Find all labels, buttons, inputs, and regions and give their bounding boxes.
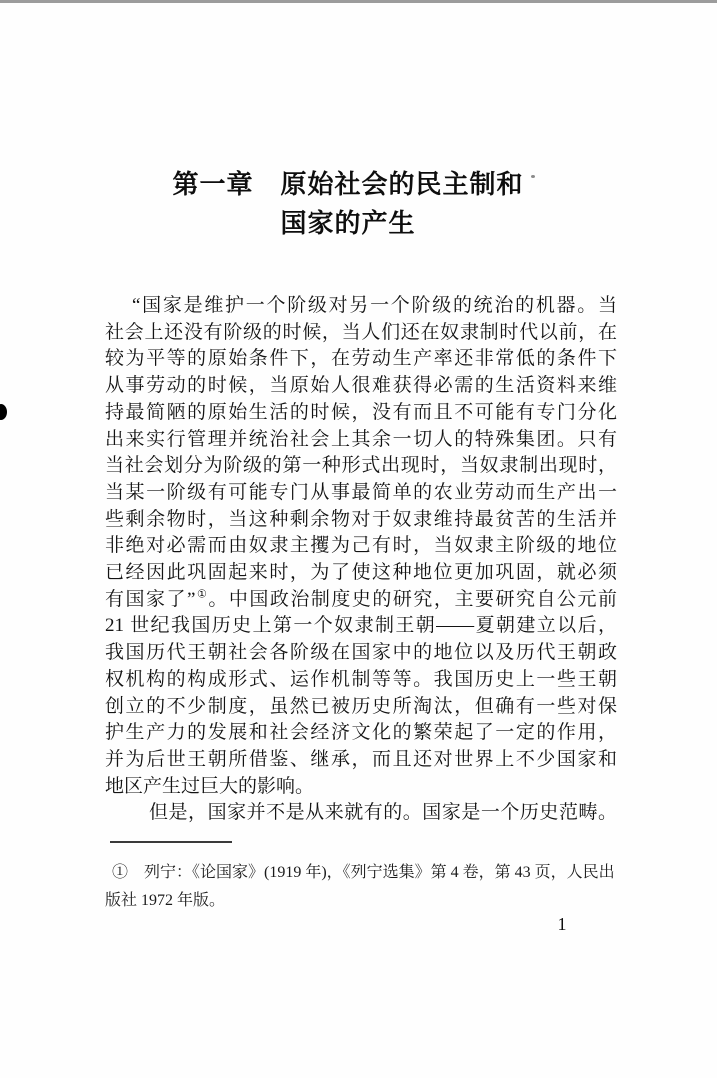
- body-text-line: 但是，国家并不是从来就有的。国家是一个历史范畴。: [149, 802, 617, 824]
- body-text-line: 非绝对必需而由奴隶主攫为己有时，当奴隶主阶级的地位: [105, 535, 617, 557]
- body-text-line: 当某一阶级有可能专门从事最简单的农业劳动而生产出一: [105, 481, 617, 503]
- body-text-line: 创立的不少制度，虽然已被历史所淘汰，但确有一些对保: [105, 695, 617, 717]
- body-text-line: 社会上还没有阶级的时候，当人们还在奴隶制时代以前，在: [105, 321, 617, 343]
- body-text: [105, 293, 617, 827]
- chapter-title: [0, 165, 696, 243]
- body-text-line: 较为平等的原始条件下，在劳动生产率还非常低的条件下: [105, 348, 617, 370]
- chapter-title-line1: 第一章 原始社会的民主制和: [172, 169, 524, 199]
- body-text-line: 些剩余物时，当这种剩余物对于奴隶维持最贫苦的生活并: [105, 508, 617, 530]
- body-text-line: 已经因此巩固起来时，为了使这种地位更加巩固，就必须: [105, 562, 617, 584]
- page-number: 1: [557, 914, 567, 934]
- body-text-line: 有国家了”①。中国政治制度史的研究，主要研究自公元前: [105, 588, 617, 610]
- body-text-line: 从事劳动的时候，当原始人很难获得必需的生活资料来维: [105, 375, 617, 397]
- footnote-line1: ① 列宁：《论国家》(1919 年)，《列宁选集》第 4 卷，第 43 页，人民出: [112, 864, 615, 881]
- chapter-title-line2: 国家的产生: [280, 208, 416, 238]
- footnote: [105, 859, 617, 915]
- footnote-separator: [110, 841, 232, 843]
- footnote-ref-marker: ①: [195, 588, 209, 601]
- body-text-line: 并为后世王朝所借鉴、继承，而且还对世界上不少国家和: [105, 748, 617, 770]
- footnote-line2: 版社 1972 年版。: [105, 892, 226, 909]
- body-text-line: 21 世纪我国历史上第一个奴隶制王朝——夏朝建立以后，: [105, 615, 617, 637]
- body-text-line: 地区产生过巨大的影响。: [105, 775, 315, 797]
- body-text-line: 当社会划分为阶级的第一种形式出现时，当奴隶制出现时，: [105, 455, 617, 477]
- body-text-line: 出来实行管理并统治社会上其余一切人的特殊集团。只有: [105, 428, 617, 450]
- body-text-line: 我国历代王朝社会各阶级在国家中的地位以及历代王朝政: [105, 642, 617, 664]
- body-text-line: 护生产力的发展和社会经济文化的繁荣起了一定的作用，: [105, 722, 617, 744]
- body-text-line: 权机构的构成形式、运作机制等等。我国历史上一些王朝: [105, 668, 617, 690]
- body-text-line: 持最简陋的原始生活的时候，没有而且不可能有专门分化: [105, 401, 617, 423]
- scan-top-edge-artifact: [0, 0, 717, 3]
- body-text-line: “国家是维护一个阶级对另一个阶级的统治的机器。当: [132, 295, 617, 316]
- scan-ink-mark: [0, 404, 7, 420]
